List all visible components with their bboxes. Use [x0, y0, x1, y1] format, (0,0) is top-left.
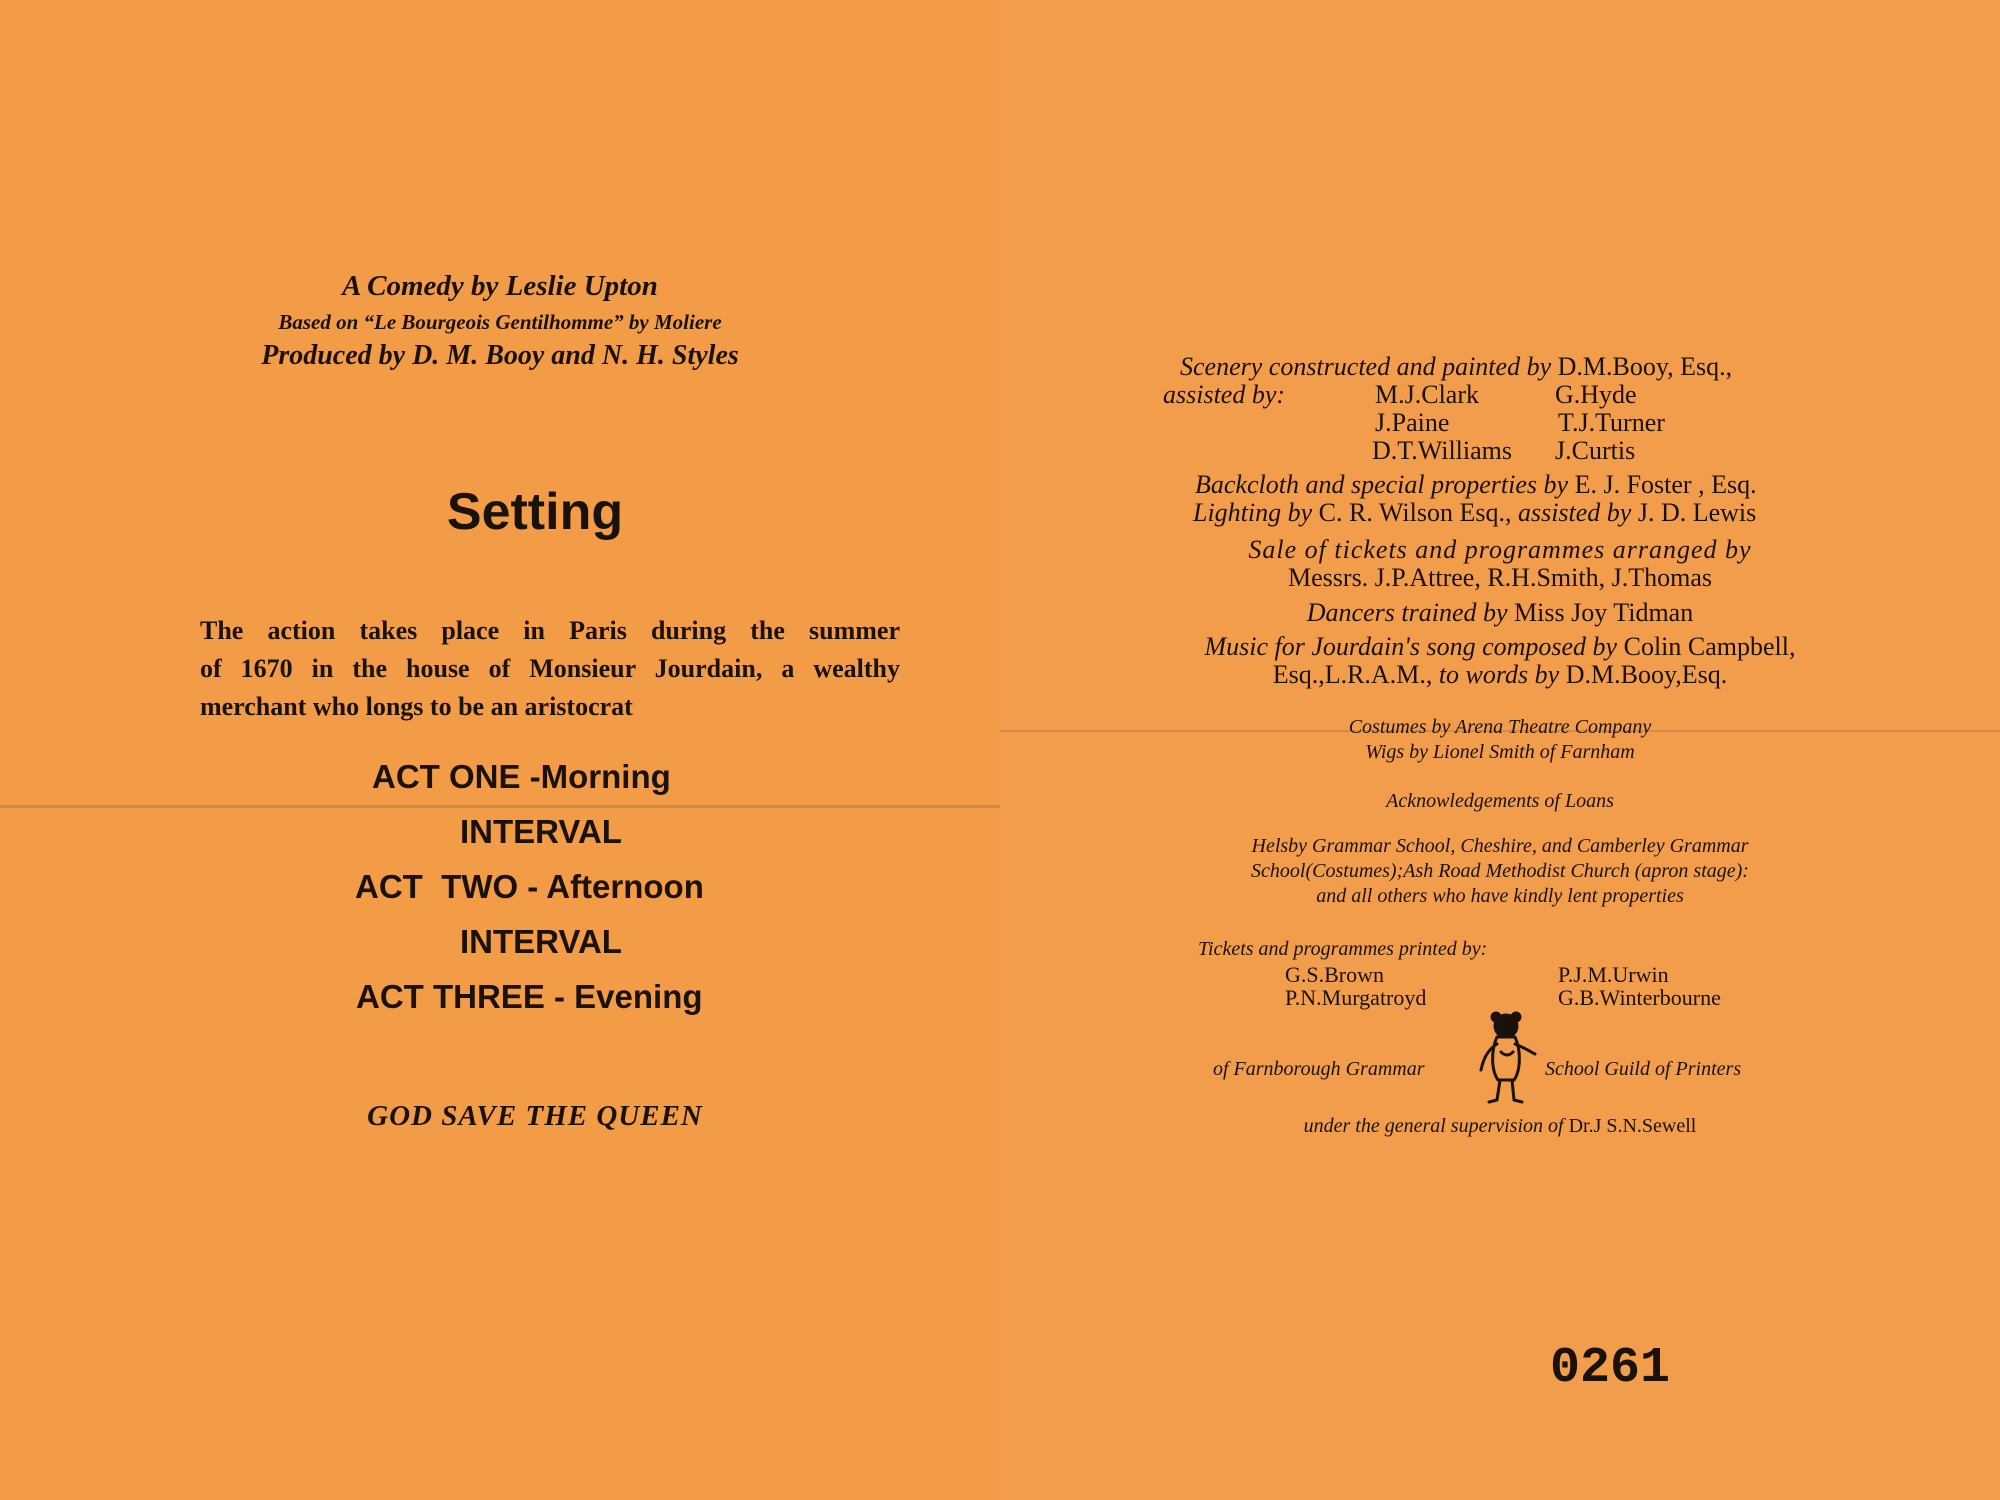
backcloth-name: E. J. Foster , Esq. — [1574, 470, 1757, 499]
ticket-sale-names: Messrs. J.P.Attree, R.H.Smith, J.Thomas — [1288, 563, 1712, 592]
programme-right-page — [1000, 0, 2000, 1500]
music-composer: Colin Campbell, — [1623, 632, 1796, 661]
lighting-assistant: J. D. Lewis — [1637, 498, 1757, 527]
guild-text-left: of Farnborough Grammar — [1213, 1058, 1425, 1080]
assistant-name: G.Hyde — [1555, 380, 1637, 409]
lighting-name: C. R. Wilson Esq., — [1318, 498, 1512, 527]
setting-line: of 1670 in the house of Monsieur Jourdain, a wealthy — [200, 654, 900, 683]
dancers-credit — [1000, 598, 2000, 628]
supervisor-name: Dr.J S.N.Sewell — [1568, 1115, 1697, 1137]
assistant-name: T.J.Turner — [1558, 408, 1665, 437]
acknowledgements-line: Helsby Grammar School, Cheshire, and Camberley Grammar — [1251, 835, 1749, 857]
supervision-credit — [1000, 1115, 2000, 1138]
music-label: Music for Jourdain's song composed by — [1204, 632, 1618, 661]
setting-description — [200, 612, 900, 726]
assistant-name: M.J.Clark — [1375, 380, 1479, 409]
lighting-credit — [1193, 498, 1756, 528]
printer-name: P.N.Murgatroyd — [1285, 985, 1427, 1010]
music-credit — [1000, 632, 2000, 662]
acknowledgements-line: and all others who have kindly lent properties — [1316, 885, 1684, 907]
act-three: ACT THREE - Evening — [356, 978, 703, 1015]
printing-label: Tickets and programmes printed by: — [1198, 938, 1488, 960]
act-one: ACT ONE -Morning — [372, 758, 671, 795]
assistant-name: D.T.Williams — [1372, 436, 1513, 465]
backcloth-credit — [1195, 470, 1757, 500]
music-composer-qualification: Esq.,L.R.A.M., — [1272, 660, 1433, 689]
setting-line: The action takes place in Paris during the summer — [200, 616, 900, 645]
act-two: ACT TWO - Afternoon — [355, 868, 704, 905]
costumes-credit: Costumes by Arena Theatre Company — [1348, 716, 1652, 738]
setting-line: merchant who longs to be an aristocrat — [200, 692, 633, 721]
music-words-label: to words by — [1438, 660, 1560, 689]
dancers-label: Dancers trained by — [1306, 598, 1508, 627]
wigs-credit: Wigs by Lionel Smith of Farnham — [1365, 741, 1635, 763]
ticket-sale-label: Sale of tickets and programmes arranged by — [1248, 535, 1752, 564]
assistant-name: J.Paine — [1375, 408, 1450, 437]
backcloth-label: Backcloth and special properties by — [1195, 470, 1569, 499]
interval-one: INTERVAL — [460, 813, 622, 850]
lighting-assisted-label: assisted by — [1517, 498, 1632, 527]
setting-heading: Setting — [446, 483, 624, 541]
scenery-name: D.M.Booy, Esq., — [1557, 352, 1733, 381]
supervision-label: under the general supervision of — [1303, 1115, 1564, 1137]
music-words-by: D.M.Booy,Esq. — [1565, 660, 1728, 689]
comedy-credit: A Comedy by Leslie Upton — [342, 270, 658, 302]
anthem: GOD SAVE THE QUEEN — [367, 1100, 703, 1132]
printer-name: G.B.Winterbourne — [1558, 985, 1721, 1010]
scenery-label: Scenery constructed and painted by — [1180, 352, 1552, 381]
fold-crease — [0, 805, 1000, 808]
assistant-name: J.Curtis — [1555, 436, 1636, 465]
acknowledgements-heading: Acknowledgements of Loans — [1386, 790, 1614, 812]
music-credit-cont — [1000, 660, 2000, 690]
guild-text-right: School Guild of Printers — [1545, 1058, 1742, 1080]
printer-name: P.J.M.Urwin — [1558, 962, 1669, 987]
scenery-credit — [1180, 352, 1732, 382]
lighting-label: Lighting by — [1193, 498, 1313, 527]
bear-logo-icon — [1473, 1010, 1539, 1110]
producer-credit: Produced by D. M. Booy and N. H. Styles — [261, 340, 739, 371]
based-on-credit: Based on “Le Bourgeois Gentilhomme” by Moliere — [278, 310, 722, 334]
acknowledgements-line: School(Costumes);Ash Road Methodist Church (apron stage): — [1251, 860, 1749, 882]
dancers-name: Miss Joy Tidman — [1514, 598, 1694, 627]
interval-two: INTERVAL — [460, 923, 622, 960]
assisted-label: assisted by: — [1163, 380, 1286, 409]
serial-number: 0261 — [1550, 1340, 1671, 1397]
printer-name: G.S.Brown — [1285, 962, 1385, 987]
